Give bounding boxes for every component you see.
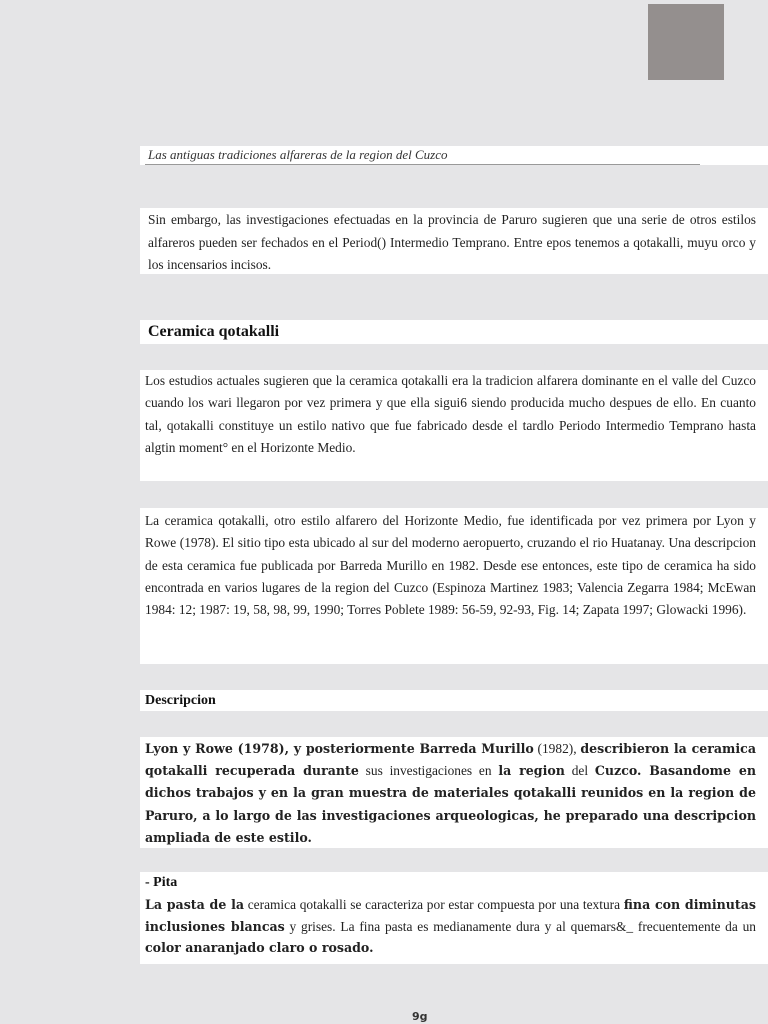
section-heading-band <box>140 320 768 344</box>
p4-normal-1: (1982), <box>533 741 581 756</box>
page-number: 9g <box>412 1010 428 1023</box>
section-heading: Ceramica qotakalli <box>148 323 280 340</box>
subheading-band <box>140 690 768 711</box>
paragraph-5 <box>145 894 756 959</box>
p5-bold-1: La pasta de la <box>145 897 245 912</box>
p4-normal-3: del <box>564 763 595 779</box>
corner-gray-block <box>648 4 724 80</box>
paragraph-2-block <box>140 370 768 481</box>
intro-paragraph-block <box>140 208 768 274</box>
running-head: Las antiguas tradiciones alfareras de la region del Cuzco <box>145 146 700 165</box>
intro-paragraph: Sin embargo, las investigaciones efectuadas en la provincia de Paruro sugieren que una serie de otros estilos alfareros pueden ser fechados en el Period() Intermedio Temprano. Entre epos tenemos a qotakalli, muyu orco y los incensarios incisos. <box>148 212 756 272</box>
p4-bold-3: la region <box>498 763 565 779</box>
p4-normal-2: sus investigaciones en <box>358 763 499 779</box>
paragraph-3-block <box>140 508 768 664</box>
paragraph-3: La ceramica qotakalli, otro estilo alfarero del Horizonte Medio, fue identificada por vez primera por Lyon y Rowe (1978). El sitio tipo esta ubicado al sur del moderno aeropuerto, cruzando el rio Huatanay. Una descripcion de esta ceramica fue publicada por Barreda Murillo en 1982. Desde ese entonces, este tipo de ceramica ha sido encontrada en varios lugares de la region del Cuzco (Espinoza Martinez 1983; Valencia Zegarra 1984; McEwan 1984: 12; 1987: 19, 58, 98, 99, 1990; Torres Poblete 1989: 56-59, 92-93, Fig. 14; Zapata 1997; Glowacki 1996). <box>145 513 756 618</box>
paragraph-2: Los estudios actuales sugieren que la ceramica qotakalli era la tradicion alfarera dominante en el valle del Cuzco cuando los wari llegaron por vez primera y que ella sigui6 siendo producida mucho despues de ello. En cuanto tal, qotakalli constituye un estilo nativo que fue fabricado desde el tardlo Periodo Intermedio Temprano hasta algtin moment° en el Horizonte Medio. <box>145 373 756 455</box>
subheading-pita: - Pita <box>145 875 178 890</box>
p5-normal-1: ceramica qotakalli se caracteriza por estar compuesta por una textura <box>244 897 624 912</box>
paragraph-4 <box>145 738 756 849</box>
paragraph-5-block <box>140 872 768 964</box>
p4-bold-4: Cuzco. Basandome en dichos trabajos y en la gran muestra de materiales qotakalli reunidos en la region de Paruro, a lo largo de las investigaciones arqueologicas, he preparado una descripcion ampliada de este estilo. <box>145 763 756 845</box>
p4-bold-1: Lyon y Rowe (1978), y posteriormente Barreda Murillo <box>145 741 534 756</box>
p5-normal-2: y grises. La fina pasta es medianamente dura y al quemars&_ frecuentemente da un <box>284 918 757 934</box>
paragraph-4-block <box>140 737 768 848</box>
subheading-descripcion: Descripcion <box>145 693 216 708</box>
header-band <box>140 146 768 165</box>
p5-bold-3: color anaranjado claro o rosado. <box>145 940 374 955</box>
p4-bold-2: describieron la ceramica qotakalli recuperada durante <box>145 741 756 779</box>
p5-bold-2: fina con diminutas inclusiones blancas <box>145 897 756 934</box>
